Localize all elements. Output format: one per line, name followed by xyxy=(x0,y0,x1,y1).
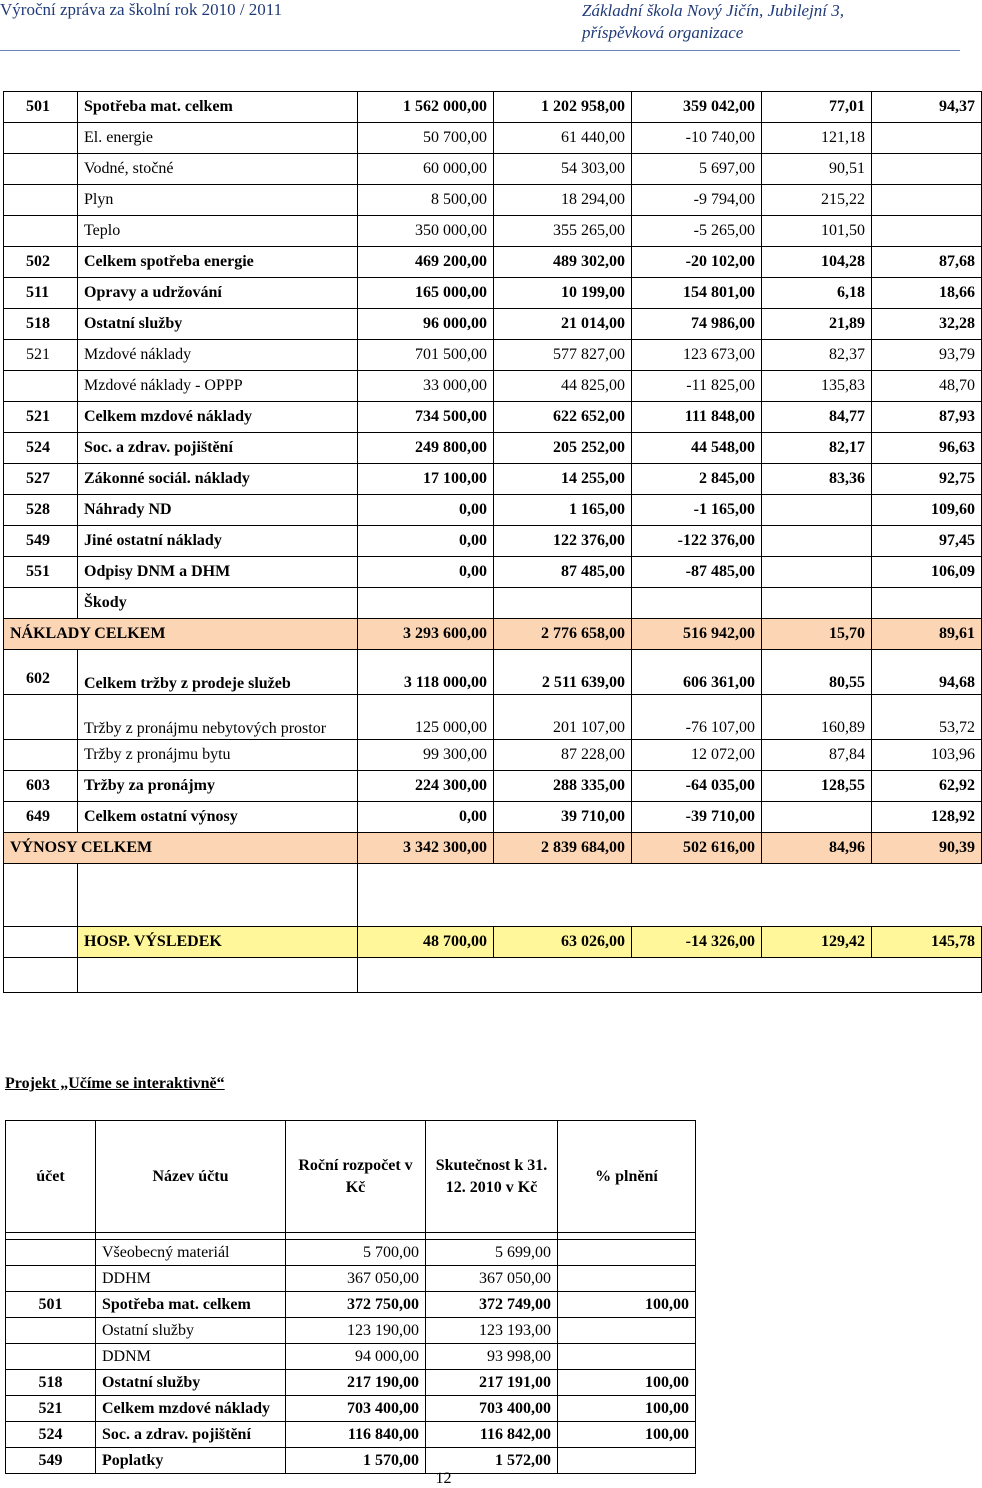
project-row xyxy=(6,1318,696,1344)
account-code: 527 xyxy=(4,464,78,495)
percent-value: 80,55 xyxy=(762,650,872,695)
account-code: 524 xyxy=(4,433,78,464)
table-row xyxy=(4,278,982,309)
table-row-total-costs xyxy=(4,619,982,650)
table-row xyxy=(4,309,982,340)
project-code: 501 xyxy=(6,1292,96,1318)
table-row-total-revenue xyxy=(4,833,982,864)
actual-value: 622 652,00 xyxy=(494,402,632,433)
percent-value: 101,50 xyxy=(762,216,872,247)
difference-value: 359 042,00 xyxy=(632,92,762,123)
difference-value: 2 845,00 xyxy=(632,464,762,495)
percent-total-value xyxy=(872,123,982,154)
project-code: 524 xyxy=(6,1422,96,1448)
account-name: Ostatní služby xyxy=(78,309,358,340)
percent-total-value: 97,45 xyxy=(872,526,982,557)
account-name: HOSP. VÝSLEDEK xyxy=(78,927,358,958)
project-row xyxy=(6,1266,696,1292)
table-row xyxy=(4,557,982,588)
account-code: 528 xyxy=(4,495,78,526)
table-row xyxy=(4,588,982,619)
empty-cell xyxy=(4,864,78,927)
difference-value: 606 361,00 xyxy=(632,650,762,695)
account-name: Celkem tržby z prodeje služeb xyxy=(78,650,358,695)
percent-total-value: 103,96 xyxy=(872,740,982,771)
budget-value: 50 700,00 xyxy=(358,123,494,154)
percent-total-value: 94,37 xyxy=(872,92,982,123)
percent-total-value: 32,28 xyxy=(872,309,982,340)
project-percent: 100,00 xyxy=(558,1292,696,1318)
account-code: 649 xyxy=(4,802,78,833)
percent-value: 6,18 xyxy=(762,278,872,309)
project-percent xyxy=(558,1318,696,1344)
table-row xyxy=(4,371,982,402)
empty-cell xyxy=(4,958,78,993)
empty-cell xyxy=(358,864,982,927)
project-row xyxy=(6,1422,696,1448)
table-row-spacer xyxy=(4,864,982,927)
project-percent: 100,00 xyxy=(558,1396,696,1422)
budget-value: 96 000,00 xyxy=(358,309,494,340)
project-spacer-row xyxy=(6,1233,696,1240)
actual-value: 1 165,00 xyxy=(494,495,632,526)
project-row xyxy=(6,1292,696,1318)
actual-value: 18 294,00 xyxy=(494,185,632,216)
project-budget: 372 750,00 xyxy=(286,1292,426,1318)
account-name: Mzdové náklady - OPPP xyxy=(78,371,358,402)
account-code: 521 xyxy=(4,340,78,371)
project-code: 521 xyxy=(6,1396,96,1422)
project-name: DDNM xyxy=(96,1344,286,1370)
budget-value: 60 000,00 xyxy=(358,154,494,185)
budget-value: 3 342 300,00 xyxy=(358,833,494,864)
project-row xyxy=(6,1396,696,1422)
account-code: 551 xyxy=(4,557,78,588)
difference-value: 5 697,00 xyxy=(632,154,762,185)
account-name: Teplo xyxy=(78,216,358,247)
difference-value: -10 740,00 xyxy=(632,123,762,154)
project-actual: 123 193,00 xyxy=(426,1318,558,1344)
percent-value: 84,96 xyxy=(762,833,872,864)
difference-value: -39 710,00 xyxy=(632,802,762,833)
account-name: El. energie xyxy=(78,123,358,154)
budget-value: 469 200,00 xyxy=(358,247,494,278)
account-name: Odpisy DNM a DHM xyxy=(78,557,358,588)
difference-value: -64 035,00 xyxy=(632,771,762,802)
difference-value: -9 794,00 xyxy=(632,185,762,216)
header-budget: Roční rozpočet v Kč xyxy=(286,1121,426,1233)
project-name: Poplatky xyxy=(96,1448,286,1474)
project-percent: 100,00 xyxy=(558,1370,696,1396)
header-report-title: Výroční zpráva za školní rok 2010 / 2011 xyxy=(0,0,283,19)
project-code xyxy=(6,1240,96,1266)
account-code xyxy=(4,154,78,185)
budget-value: 734 500,00 xyxy=(358,402,494,433)
total-costs-label: NÁKLADY CELKEM xyxy=(4,619,358,650)
project-actual: 1 572,00 xyxy=(426,1448,558,1474)
actual-value: 14 255,00 xyxy=(494,464,632,495)
project-code: 518 xyxy=(6,1370,96,1396)
project-actual: 217 191,00 xyxy=(426,1370,558,1396)
actual-value xyxy=(494,588,632,619)
difference-value: 111 848,00 xyxy=(632,402,762,433)
percent-total-value: 128,92 xyxy=(872,802,982,833)
actual-value: 2 839 684,00 xyxy=(494,833,632,864)
account-code xyxy=(4,371,78,402)
project-budget: 5 700,00 xyxy=(286,1240,426,1266)
difference-value: 516 942,00 xyxy=(632,619,762,650)
empty-cell xyxy=(558,1233,696,1240)
percent-total-value: 48,70 xyxy=(872,371,982,402)
table-row xyxy=(4,402,982,433)
empty-cell xyxy=(426,1233,558,1240)
account-code: 549 xyxy=(4,526,78,557)
percent-value: 82,17 xyxy=(762,433,872,464)
difference-value: 123 673,00 xyxy=(632,340,762,371)
budget-value: 0,00 xyxy=(358,495,494,526)
actual-value: 39 710,00 xyxy=(494,802,632,833)
table-row xyxy=(4,247,982,278)
actual-value: 21 014,00 xyxy=(494,309,632,340)
project-actual: 93 998,00 xyxy=(426,1344,558,1370)
budget-value xyxy=(358,588,494,619)
percent-total-value: 62,92 xyxy=(872,771,982,802)
table-row xyxy=(4,771,982,802)
actual-value: 489 302,00 xyxy=(494,247,632,278)
project-budget: 217 190,00 xyxy=(286,1370,426,1396)
percent-total-value xyxy=(872,588,982,619)
actual-value: 63 026,00 xyxy=(494,927,632,958)
account-code: 502 xyxy=(4,247,78,278)
actual-value: 2 511 639,00 xyxy=(494,650,632,695)
percent-value: 104,28 xyxy=(762,247,872,278)
difference-value: 502 616,00 xyxy=(632,833,762,864)
budget-value: 0,00 xyxy=(358,557,494,588)
percent-value: 83,36 xyxy=(762,464,872,495)
percent-value xyxy=(762,588,872,619)
account-code xyxy=(4,185,78,216)
actual-value: 87 228,00 xyxy=(494,740,632,771)
percent-value xyxy=(762,802,872,833)
actual-value: 1 202 958,00 xyxy=(494,92,632,123)
percent-value xyxy=(762,557,872,588)
difference-value: -76 107,00 xyxy=(632,695,762,740)
page-number: 12 xyxy=(435,1470,452,1487)
account-name: Jiné ostatní náklady xyxy=(78,526,358,557)
budget-value: 0,00 xyxy=(358,526,494,557)
account-code: 602 xyxy=(4,650,78,695)
project-actual: 367 050,00 xyxy=(426,1266,558,1292)
account-name: Celkem mzdové náklady xyxy=(78,402,358,433)
project-name: Ostatní služby xyxy=(96,1370,286,1396)
difference-value: -14 326,00 xyxy=(632,927,762,958)
percent-value: 128,55 xyxy=(762,771,872,802)
table-row xyxy=(4,154,982,185)
percent-value xyxy=(762,526,872,557)
percent-total-value: 109,60 xyxy=(872,495,982,526)
account-code xyxy=(4,123,78,154)
table-row xyxy=(4,340,982,371)
account-code xyxy=(4,216,78,247)
table-row-economic-result xyxy=(4,927,982,958)
table-row xyxy=(4,433,982,464)
table-row xyxy=(4,526,982,557)
account-name: Celkem spotřeba energie xyxy=(78,247,358,278)
percent-value: 87,84 xyxy=(762,740,872,771)
percent-total-value xyxy=(872,154,982,185)
header-account-name: Název účtu xyxy=(96,1121,286,1233)
account-name: Spotřeba mat. celkem xyxy=(78,92,358,123)
difference-value: 44 548,00 xyxy=(632,433,762,464)
header-school-line2: příspěvková organizace xyxy=(582,23,744,42)
percent-value xyxy=(762,495,872,526)
empty-cell xyxy=(78,864,358,927)
budget-value: 701 500,00 xyxy=(358,340,494,371)
budget-value: 99 300,00 xyxy=(358,740,494,771)
difference-value xyxy=(632,588,762,619)
actual-value: 61 440,00 xyxy=(494,123,632,154)
percent-value: 121,18 xyxy=(762,123,872,154)
actual-value: 54 303,00 xyxy=(494,154,632,185)
header-school-line1: Základní škola Nový Jičín, Jubilejní 3, xyxy=(582,1,845,20)
project-title: Projekt „Učíme se interaktivně“ xyxy=(5,1075,225,1092)
total-revenue-label: VÝNOSY CELKEM xyxy=(4,833,358,864)
percent-total-value: 96,63 xyxy=(872,433,982,464)
actual-value: 2 776 658,00 xyxy=(494,619,632,650)
project-percent xyxy=(558,1266,696,1292)
percent-value: 84,77 xyxy=(762,402,872,433)
account-name: Tržby z pronájmu bytu xyxy=(78,740,358,771)
account-name: Zákonné sociál. náklady xyxy=(78,464,358,495)
project-name: DDHM xyxy=(96,1266,286,1292)
percent-total-value: 90,39 xyxy=(872,833,982,864)
budget-table xyxy=(3,91,982,993)
account-code: 521 xyxy=(4,402,78,433)
project-budget: 367 050,00 xyxy=(286,1266,426,1292)
percent-total-value: 92,75 xyxy=(872,464,982,495)
project-header-row xyxy=(6,1121,696,1233)
project-code xyxy=(6,1344,96,1370)
table-row xyxy=(4,740,982,771)
table-row xyxy=(4,185,982,216)
percent-value: 135,83 xyxy=(762,371,872,402)
project-actual: 372 749,00 xyxy=(426,1292,558,1318)
project-table xyxy=(5,1120,696,1474)
account-name: Mzdové náklady xyxy=(78,340,358,371)
account-code xyxy=(4,740,78,771)
difference-value: 154 801,00 xyxy=(632,278,762,309)
table-row xyxy=(4,464,982,495)
account-code xyxy=(4,695,78,740)
budget-value: 8 500,00 xyxy=(358,185,494,216)
table-row xyxy=(4,92,982,123)
percent-total-value: 93,79 xyxy=(872,340,982,371)
header-actual: Skutečnost k 31. 12. 2010 v Kč xyxy=(426,1121,558,1233)
percent-value: 160,89 xyxy=(762,695,872,740)
table-row xyxy=(4,650,982,695)
header-percent: % plnění xyxy=(558,1121,696,1233)
budget-value: 3 293 600,00 xyxy=(358,619,494,650)
header-account: účet xyxy=(6,1121,96,1233)
account-name: Plyn xyxy=(78,185,358,216)
project-code: 549 xyxy=(6,1448,96,1474)
budget-value: 3 118 000,00 xyxy=(358,650,494,695)
project-actual: 5 699,00 xyxy=(426,1240,558,1266)
empty-cell xyxy=(286,1233,426,1240)
project-percent xyxy=(558,1240,696,1266)
difference-value: -122 376,00 xyxy=(632,526,762,557)
project-percent xyxy=(558,1344,696,1370)
budget-value: 0,00 xyxy=(358,802,494,833)
percent-total-value: 94,68 xyxy=(872,650,982,695)
actual-value: 205 252,00 xyxy=(494,433,632,464)
project-name: Ostatní služby xyxy=(96,1318,286,1344)
difference-value: -20 102,00 xyxy=(632,247,762,278)
actual-value: 577 827,00 xyxy=(494,340,632,371)
actual-value: 288 335,00 xyxy=(494,771,632,802)
percent-total-value: 106,09 xyxy=(872,557,982,588)
percent-value: 21,89 xyxy=(762,309,872,340)
project-row xyxy=(6,1370,696,1396)
difference-value: -11 825,00 xyxy=(632,371,762,402)
project-budget: 703 400,00 xyxy=(286,1396,426,1422)
table-row xyxy=(4,695,982,740)
percent-value: 77,01 xyxy=(762,92,872,123)
percent-total-value: 18,66 xyxy=(872,278,982,309)
actual-value: 10 199,00 xyxy=(494,278,632,309)
percent-total-value xyxy=(872,216,982,247)
project-name: Spotřeba mat. celkem xyxy=(96,1292,286,1318)
account-name: Škody xyxy=(78,588,358,619)
project-code xyxy=(6,1318,96,1344)
project-name: Celkem mzdové náklady xyxy=(96,1396,286,1422)
percent-total-value: 53,72 xyxy=(872,695,982,740)
percent-total-value: 87,93 xyxy=(872,402,982,433)
project-name: Všeobecný materiál xyxy=(96,1240,286,1266)
project-row xyxy=(6,1344,696,1370)
actual-value: 87 485,00 xyxy=(494,557,632,588)
project-actual: 703 400,00 xyxy=(426,1396,558,1422)
budget-value: 125 000,00 xyxy=(358,695,494,740)
actual-value: 44 825,00 xyxy=(494,371,632,402)
account-name: Soc. a zdrav. pojištění xyxy=(78,433,358,464)
empty-cell xyxy=(96,1233,286,1240)
budget-value: 33 000,00 xyxy=(358,371,494,402)
account-code xyxy=(4,588,78,619)
account-name: Tržby za pronájmy xyxy=(78,771,358,802)
percent-value: 129,42 xyxy=(762,927,872,958)
table-row-spacer xyxy=(4,958,982,993)
account-code: 518 xyxy=(4,309,78,340)
project-budget: 116 840,00 xyxy=(286,1422,426,1448)
account-code: 501 xyxy=(4,92,78,123)
project-percent: 100,00 xyxy=(558,1422,696,1448)
budget-value: 17 100,00 xyxy=(358,464,494,495)
table-row xyxy=(4,802,982,833)
difference-value: 74 986,00 xyxy=(632,309,762,340)
empty-cell xyxy=(78,958,358,993)
account-name: Náhrady ND xyxy=(78,495,358,526)
budget-value: 224 300,00 xyxy=(358,771,494,802)
percent-total-value xyxy=(872,185,982,216)
project-row xyxy=(6,1240,696,1266)
actual-value: 355 265,00 xyxy=(494,216,632,247)
actual-value: 122 376,00 xyxy=(494,526,632,557)
percent-total-value: 87,68 xyxy=(872,247,982,278)
table-row xyxy=(4,495,982,526)
difference-value: -1 165,00 xyxy=(632,495,762,526)
account-name: Celkem ostatní výnosy xyxy=(78,802,358,833)
difference-value: -87 485,00 xyxy=(632,557,762,588)
project-actual: 116 842,00 xyxy=(426,1422,558,1448)
percent-value: 15,70 xyxy=(762,619,872,650)
project-budget: 1 570,00 xyxy=(286,1448,426,1474)
header-divider xyxy=(0,50,960,51)
percent-value: 215,22 xyxy=(762,185,872,216)
project-budget: 94 000,00 xyxy=(286,1344,426,1370)
account-code xyxy=(4,927,78,958)
project-budget: 123 190,00 xyxy=(286,1318,426,1344)
table-row xyxy=(4,216,982,247)
budget-value: 165 000,00 xyxy=(358,278,494,309)
difference-value: -5 265,00 xyxy=(632,216,762,247)
account-code: 511 xyxy=(4,278,78,309)
account-name: Tržby z pronájmu nebytových prostor xyxy=(78,695,358,740)
empty-cell xyxy=(358,958,982,993)
budget-value: 249 800,00 xyxy=(358,433,494,464)
budget-value: 48 700,00 xyxy=(358,927,494,958)
account-code: 603 xyxy=(4,771,78,802)
project-code xyxy=(6,1266,96,1292)
percent-value: 90,51 xyxy=(762,154,872,185)
percent-total-value: 89,61 xyxy=(872,619,982,650)
difference-value: 12 072,00 xyxy=(632,740,762,771)
account-name: Vodné, stočné xyxy=(78,154,358,185)
table-row xyxy=(4,123,982,154)
project-name: Soc. a zdrav. pojištění xyxy=(96,1422,286,1448)
actual-value: 201 107,00 xyxy=(494,695,632,740)
budget-value: 1 562 000,00 xyxy=(358,92,494,123)
percent-total-value: 145,78 xyxy=(872,927,982,958)
header-school-name xyxy=(582,0,844,44)
account-name: Opravy a udržování xyxy=(78,278,358,309)
budget-value: 350 000,00 xyxy=(358,216,494,247)
empty-cell xyxy=(6,1233,96,1240)
percent-value: 82,37 xyxy=(762,340,872,371)
